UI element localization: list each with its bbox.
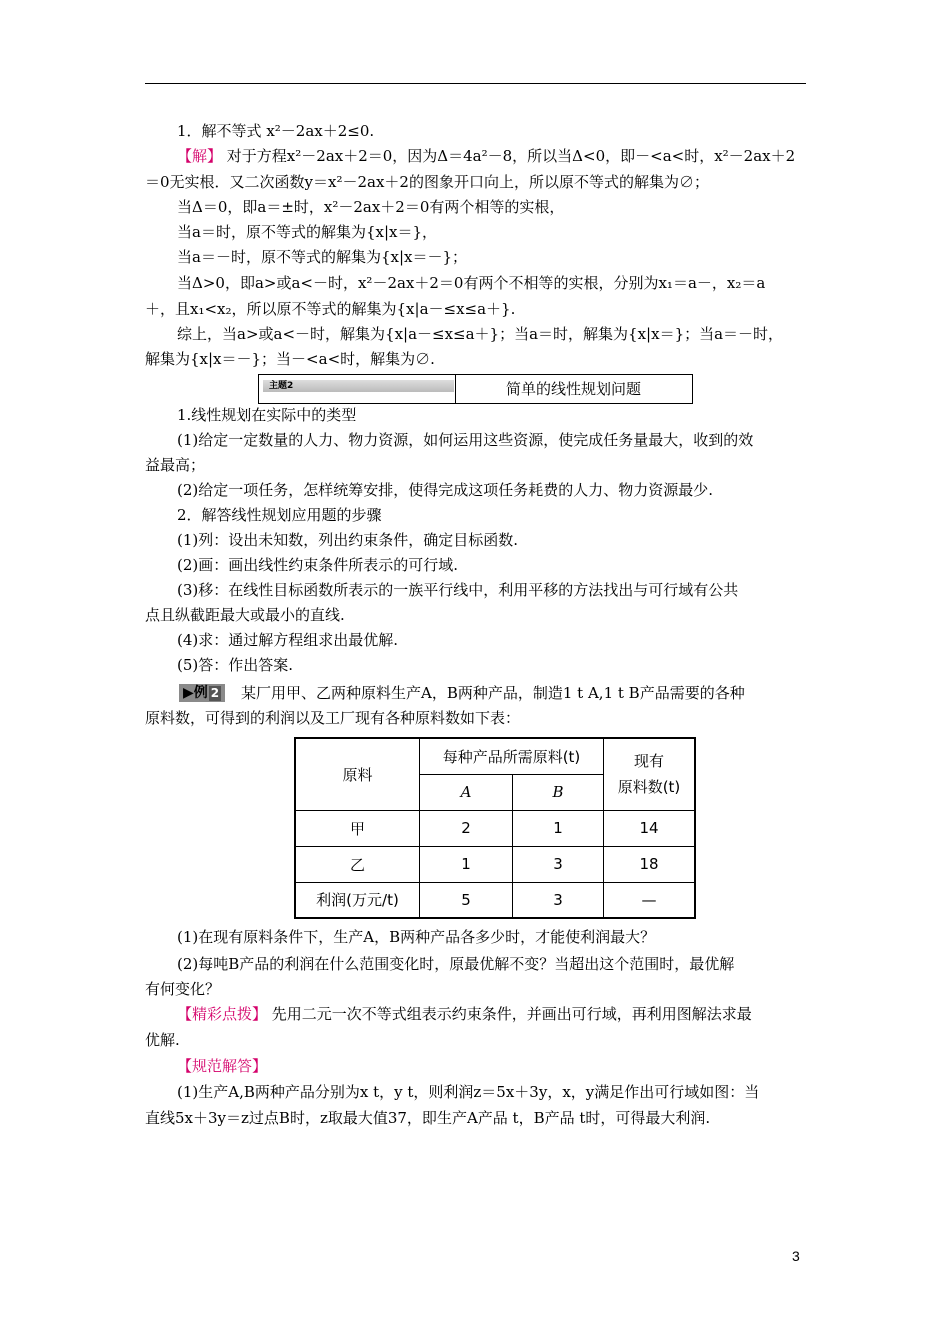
header-product-b: B [513,774,604,810]
solution-line-9: 解集为{x|x＝－}；当－<a<时，解集为∅. [145,350,435,368]
answer-tag: 【规范解答】 [177,1057,268,1075]
answer-line-1: (1)生产A,B两种产品分别为x t，y t，则利润z＝5x＋3y，x，y满足作出可行域如图：当 [177,1083,760,1101]
materials-table [294,737,696,919]
table-row [295,882,695,918]
solution-line-6: 当Δ>0，即a>或a<－时，x²－2ax＋2＝0有两个不相等的实根，分别为x₁＝a－，x₂＝a [177,274,766,292]
page-number: 3 [792,1248,800,1264]
hint-line-2: 优解. [145,1031,180,1049]
step-3-line-a: (3)移：在线性目标函数所表示的一族平行线中，利用平移的方法找出与可行域有公共 [177,581,739,599]
type-2: (2)给定一项任务，怎样统筹安排，使得完成这项任务耗费的人力、物力资源最少. [177,481,714,499]
step-2: (2)画：画出线性约束条件所表示的可行域. [177,556,459,574]
solution-tag: 【解】 [177,147,223,165]
solution-line-3: 当Δ＝0，即a＝±时，x²－2ax＋2＝0有两个相等的实根， [177,198,565,216]
section-heading-2: 2．解答线性规划应用题的步骤 [177,506,382,524]
row-a: 5 [420,882,513,918]
answer-line-2: 直线5x＋3y＝z过点B时，z取最大值37，即生产A产品 t，B产品 t时，可得最大利润. [145,1109,711,1127]
row-material: 乙 [295,846,420,882]
solution-line-8: 综上，当a>或a<－时，解集为{x|a－≤x≤a＋}；当a＝时，解集为{x|x＝}；当a＝－时， [177,325,784,343]
section-heading-1: 1.线性规划在实际中的类型 [177,406,357,424]
hint-line-1: 【精彩点拨】 先用二元一次不等式组表示约束条件，并画出可行域，再利用图解法求最 [177,1005,752,1023]
question-2-line-a: (2)每吨B产品的利润在什么范围变化时，原最优解不变？当超出这个范围时，最优解 [177,955,735,973]
solution-line-5: 当a＝－时，原不等式的解集为{x|x＝－}； [177,248,468,266]
row-b: 3 [513,846,604,882]
topic-banner [258,374,693,404]
hint-tag: 【精彩点拨】 [177,1005,268,1023]
row-stock: 14 [604,810,696,846]
header-rule [145,83,806,84]
header-product-a: A [420,774,513,810]
header-stock: 现有 原料数(t) [604,738,696,810]
solution-line-2: ＝0无实根．又二次函数y＝x²－2ax＋2的图象开口向上，所以原不等式的解集为∅； [145,173,709,191]
row-a: 1 [420,846,513,882]
row-b: 3 [513,882,604,918]
type-1-line-b: 益最高； [145,456,206,474]
topic-tag: 主题2 [263,380,454,392]
question-2-line-b: 有何变化？ [145,980,221,998]
step-5: (5)答：作出答案. [177,656,294,674]
header-need: 每种产品所需原料(t) [420,738,604,774]
type-1-line-a: (1)给定一定数量的人力、物力资源，如何运用这些资源，使完成任务量最大，收到的效 [177,431,754,449]
row-b: 1 [513,810,604,846]
table-row [295,810,695,846]
row-a: 2 [420,810,513,846]
solution-line-1: 【解】 对于方程x²－2ax＋2＝0，因为Δ＝4a²－8，所以当Δ<0，即－<a<时，x²－2ax＋2 [177,147,796,165]
problem-1: 1．解不等式 x²－2ax＋2≤0. [177,122,375,140]
row-stock: — [604,882,696,918]
topic-title: 简单的线性规划问题 [505,380,641,398]
solution-line-7: ＋，且x₁<x₂，所以原不等式的解集为{x|a－≤x≤a＋}. [145,300,516,318]
example-line-2: 原料数，可得到的利润以及工厂现有各种原料数如下表： [145,709,521,727]
step-4: (4)求：通过解方程组求出最优解. [177,631,399,649]
step-1: (1)列：设出未知数，列出约束条件，确定目标函数. [177,531,519,549]
row-stock: 18 [604,846,696,882]
header-material: 原料 [295,738,420,810]
table-row [295,846,695,882]
row-material: 利润(万元/t) [295,882,420,918]
solution-line-4: 当a＝时，原不等式的解集为{x|x＝}， [177,223,438,241]
question-1: (1)在现有原料条件下，生产A，B两种产品各多少时，才能使利润最大？ [177,928,656,946]
example-line-1: 某厂用甲、乙两种原料生产A，B两种产品，制造1 t A,1 t B产品需要的各种 [241,684,745,702]
example-tag: ▶例 2 [179,684,225,702]
step-3-line-b: 点且纵截距最大或最小的直线. [145,606,345,624]
row-material: 甲 [295,810,420,846]
